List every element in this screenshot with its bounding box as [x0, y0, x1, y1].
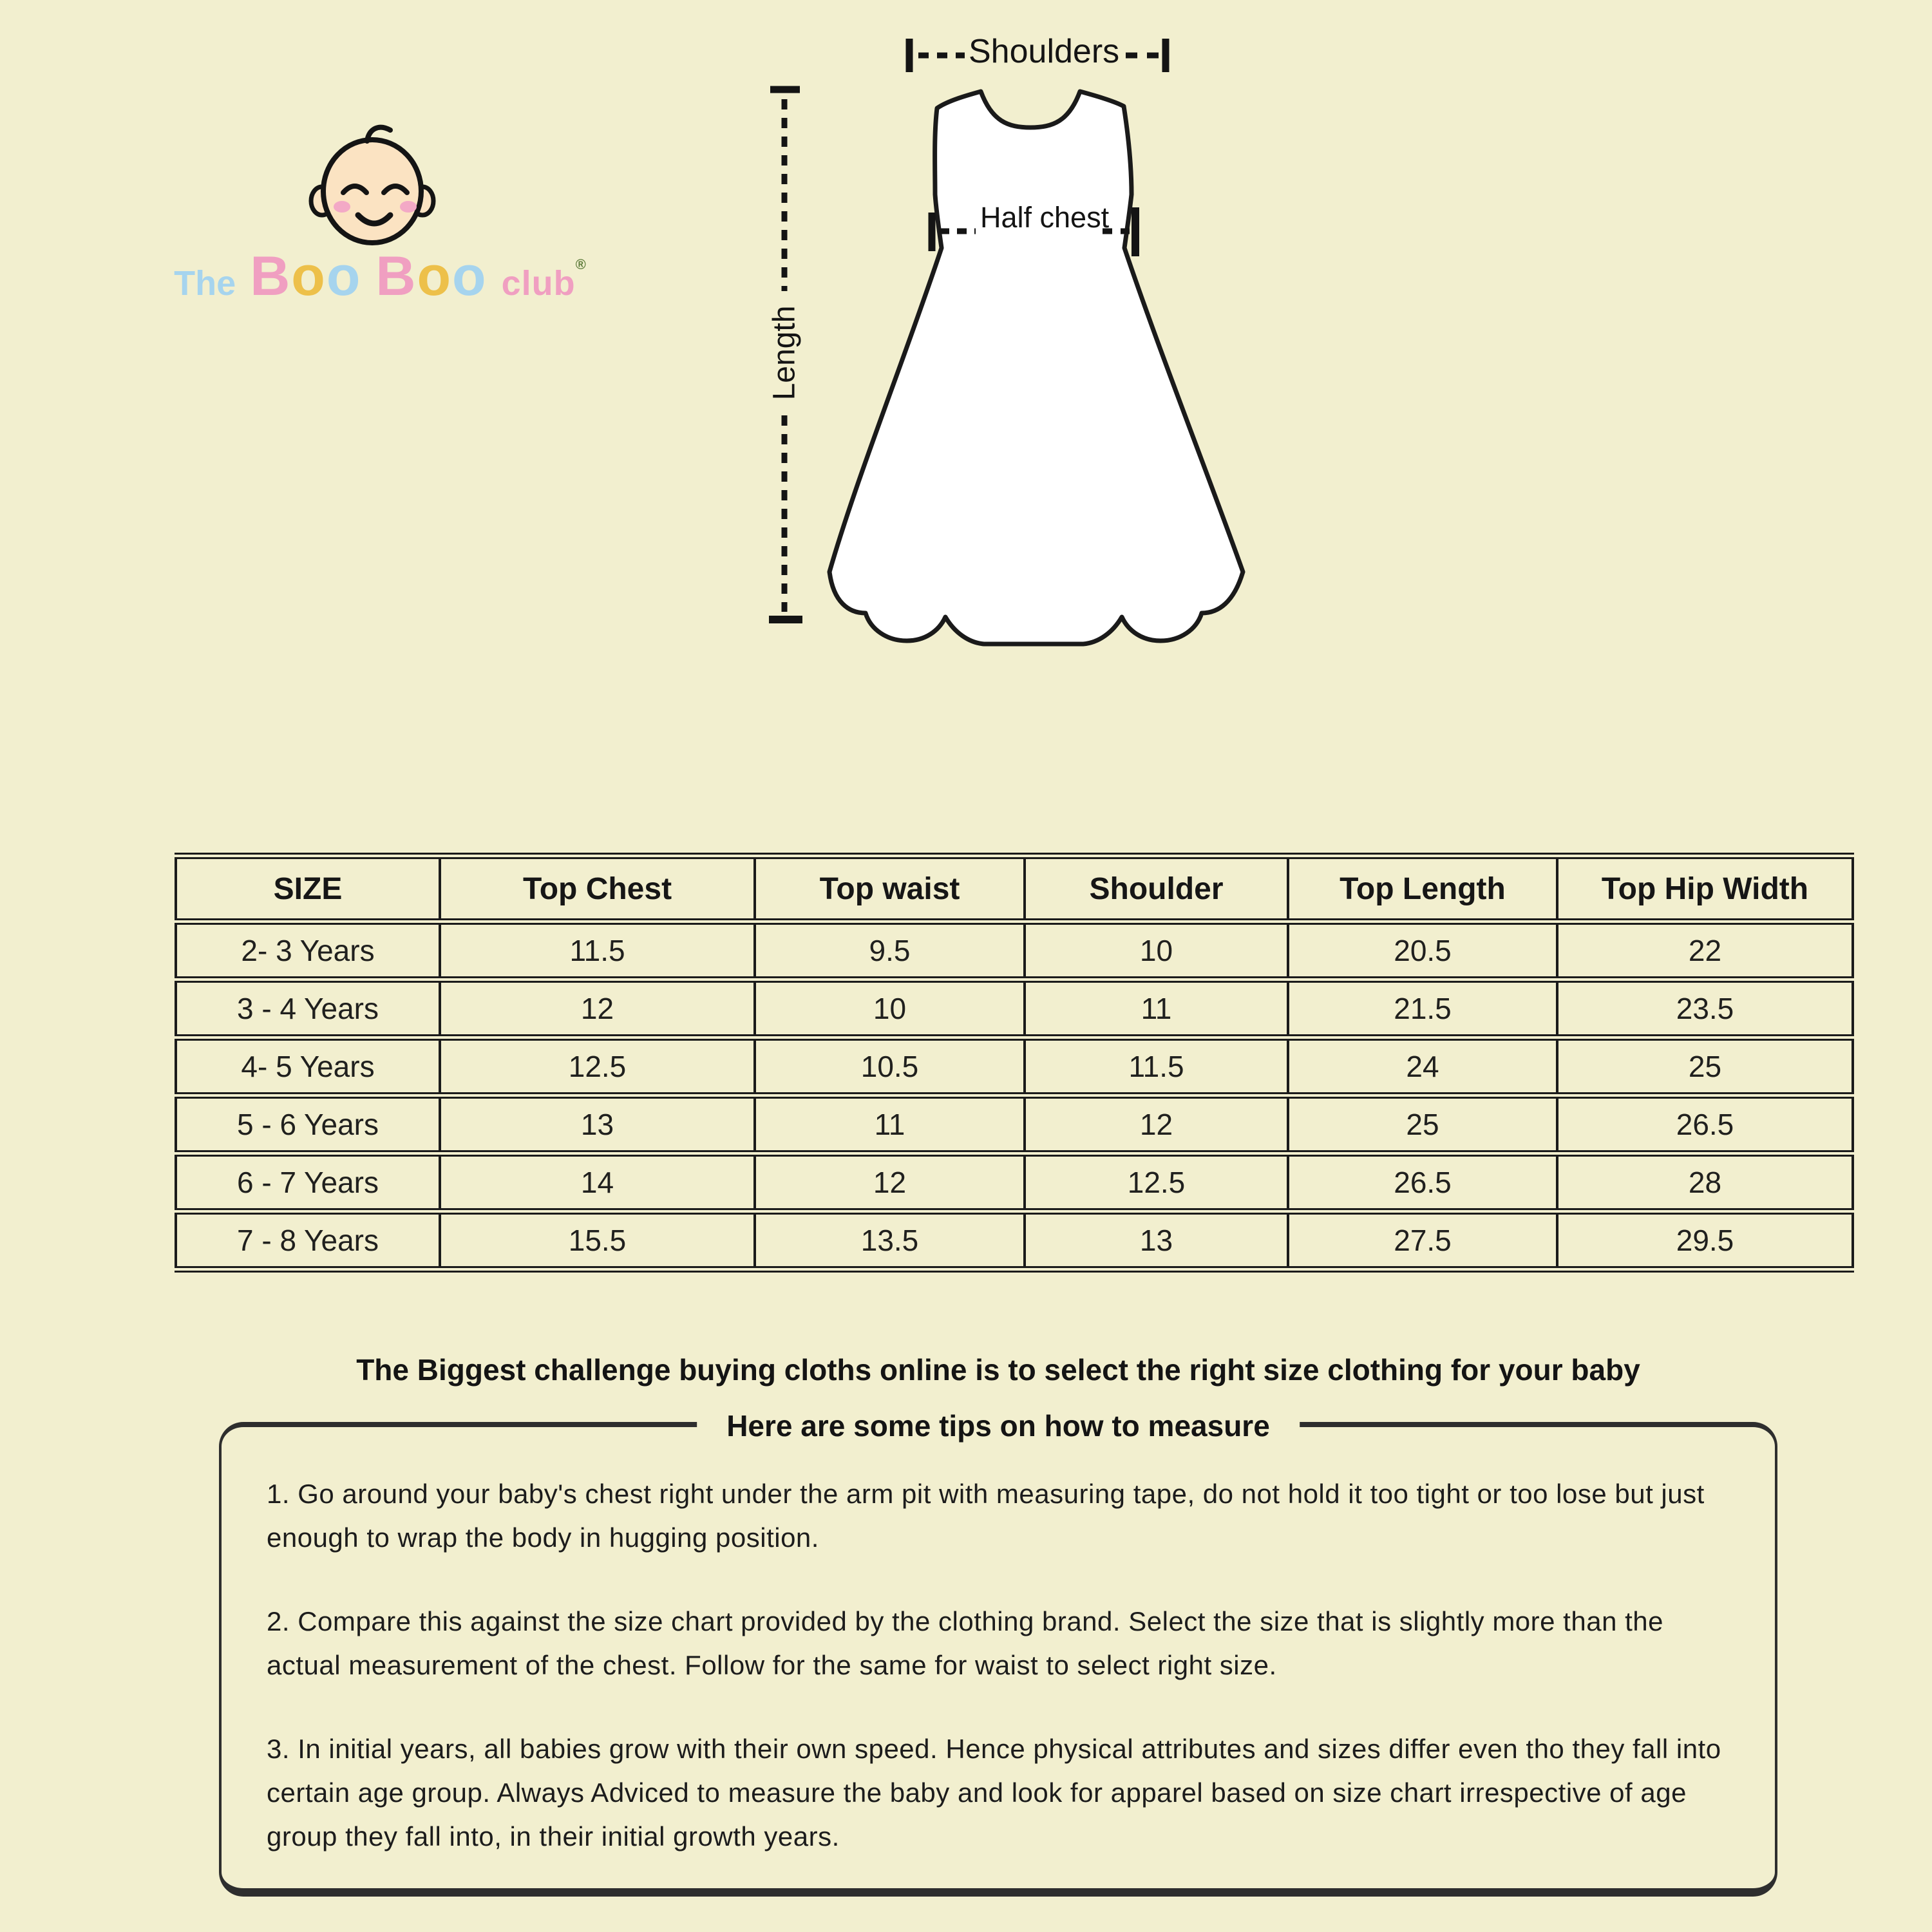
challenge-title: The Biggest challenge buying cloths online is to select the right size clothing for your baby [356, 1353, 1640, 1387]
header-top-hip-width: Top Hip Width [1557, 856, 1853, 922]
cell-size: 5 - 6 Years [176, 1095, 440, 1153]
wordmark-boo1-o1: o [291, 245, 327, 307]
header-top-waist: Top waist [755, 856, 1025, 922]
cell-size: 7 - 8 Years [176, 1211, 440, 1269]
header-top-length: Top Length [1288, 856, 1557, 922]
cell-value: 13 [440, 1095, 755, 1153]
cell-value: 10 [1025, 922, 1288, 980]
cell-value: 13 [1025, 1211, 1288, 1269]
cell-value: 12 [755, 1153, 1025, 1211]
cell-size: 3 - 4 Years [176, 980, 440, 1037]
cell-value: 12 [440, 980, 755, 1037]
cell-value: 28 [1557, 1153, 1853, 1211]
wordmark-boo1-o2: o [326, 245, 362, 307]
cell-value: 25 [1288, 1095, 1557, 1153]
cell-value: 29.5 [1557, 1211, 1853, 1269]
cell-value: 10 [755, 980, 1025, 1037]
cell-value: 26.5 [1288, 1153, 1557, 1211]
cell-value: 11.5 [440, 922, 755, 980]
brand-wordmark [155, 245, 605, 335]
wordmark-boo2-o2: o [452, 245, 488, 307]
header-top-chest: Top Chest [440, 856, 755, 922]
cell-size: 4- 5 Years [176, 1037, 440, 1095]
cell-value: 21.5 [1288, 980, 1557, 1037]
registered-trademark-icon: ® [575, 256, 586, 272]
wordmark-boo2-o1: o [417, 245, 453, 307]
tip-1: 1. Go around your baby's chest right under the arm pit with measuring tape, do not hold it too tight or too lose but just enough to wrap the body in hugging position. [267, 1479, 1705, 1553]
table-row [176, 1095, 1853, 1153]
cell-value: 12.5 [1025, 1153, 1288, 1211]
cell-value: 11.5 [1025, 1037, 1288, 1095]
cell-value: 14 [440, 1153, 755, 1211]
cell-value: 24 [1288, 1037, 1557, 1095]
wordmark-boo2-b: B [375, 245, 417, 307]
header-shoulder: Shoulder [1025, 856, 1288, 922]
cell-value: 22 [1557, 922, 1853, 980]
cell-value: 15.5 [440, 1211, 755, 1269]
cell-value: 11 [1025, 980, 1288, 1037]
cell-value: 11 [755, 1095, 1025, 1153]
baby-face-logo-icon [289, 120, 459, 252]
table-row [176, 1153, 1853, 1211]
cell-value: 26.5 [1557, 1095, 1853, 1153]
size-chart-table [175, 853, 1854, 1273]
table-row [176, 922, 1853, 980]
tip-2: 2. Compare this against the size chart provided by the clothing brand. Select the size that is slightly more than the actual measurement of the chest. Follow for the same for waist to select right size. [267, 1606, 1663, 1681]
wordmark-club: club [501, 264, 576, 303]
wordmark-the: The [174, 264, 236, 303]
tips-box [219, 1409, 1777, 1897]
cell-size: 6 - 7 Years [176, 1153, 440, 1211]
cell-value: 27.5 [1288, 1211, 1557, 1269]
table-row [176, 1037, 1853, 1095]
header-size: SIZE [176, 856, 440, 922]
dress-diagram-svg [741, 32, 1288, 650]
baby-left-cheek [334, 201, 350, 213]
cell-value: 23.5 [1557, 980, 1853, 1037]
shoulders-label: Shoulders [969, 33, 1120, 70]
cell-value: 20.5 [1288, 922, 1557, 980]
cell-size: 2- 3 Years [176, 922, 440, 980]
tip-3: 3. In initial years, all babies grow with their own speed. Hence physical attributes and sizes differ even tho they fall into certain age group. Always Adviced to measure the baby and look for apparel based on size chart irrespective of age group they fall into, in their initial growth years. [267, 1734, 1721, 1852]
dress-outline-icon [829, 91, 1243, 644]
table-row [176, 1211, 1853, 1269]
cell-value: 13.5 [755, 1211, 1025, 1269]
tips-subtitle: Here are some tips on how to measure [697, 1405, 1300, 1446]
cell-value: 10.5 [755, 1037, 1025, 1095]
half-chest-label: Half chest [980, 201, 1110, 234]
table-row [176, 980, 1853, 1037]
cell-value: 12.5 [440, 1037, 755, 1095]
baby-right-cheek [400, 201, 417, 213]
length-label: Length [767, 305, 802, 401]
cell-value: 9.5 [755, 922, 1025, 980]
cell-value: 25 [1557, 1037, 1853, 1095]
cell-value: 12 [1025, 1095, 1288, 1153]
wordmark-boo1-b: B [250, 245, 292, 307]
table-header-row [176, 856, 1853, 922]
